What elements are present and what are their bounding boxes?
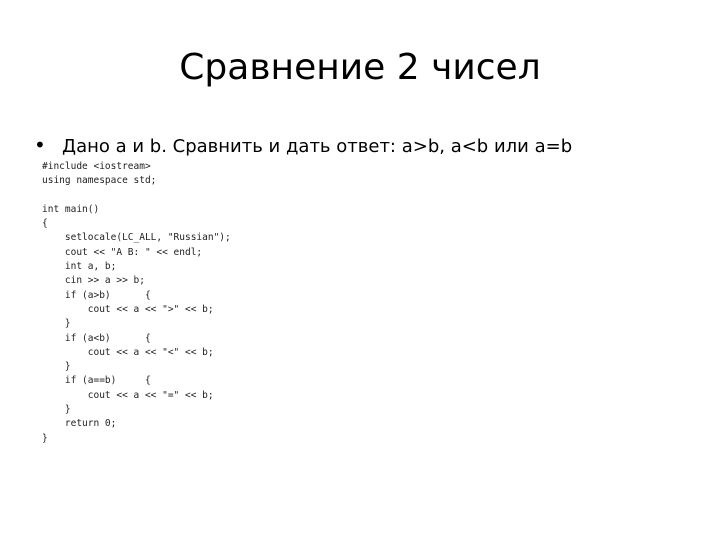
code-line: return 0; [42, 418, 117, 430]
code-block [42, 160, 231, 446]
code-line: if (a==b) { [42, 375, 151, 387]
bullet-item [34, 132, 714, 160]
code-line: cin >> a >> b; [42, 275, 145, 287]
code-line: int a, b; [42, 261, 117, 273]
code-line: cout << "A B: " << endl; [42, 246, 203, 258]
code-line [42, 189, 231, 203]
code-line: } [42, 432, 48, 444]
code-line: { [42, 218, 48, 230]
bullet-marker: • [34, 133, 46, 157]
code-line: cout << a << ">" << b; [42, 303, 214, 315]
slide-title: Сравнение 2 чисел [179, 47, 541, 88]
code-line: } [42, 318, 71, 330]
code-line: if (a>b) { [42, 289, 151, 301]
bullet-text: Дано a и b. Сравнить и дать ответ: a>b, a<b или a=b [62, 136, 573, 157]
code-line: cout << a << "=" << b; [42, 389, 214, 401]
code-line: cout << a << "<" << b; [42, 346, 214, 358]
code-line: } [42, 404, 71, 416]
code-line: } [42, 361, 71, 373]
code-line: #include <iostream> [42, 161, 151, 172]
code-line: if (a<b) { [42, 332, 151, 344]
code-line: int main() [42, 203, 100, 215]
code-line: setlocale(LC_ALL, "Russian"); [42, 232, 231, 244]
code-line: using namespace std; [42, 175, 157, 187]
